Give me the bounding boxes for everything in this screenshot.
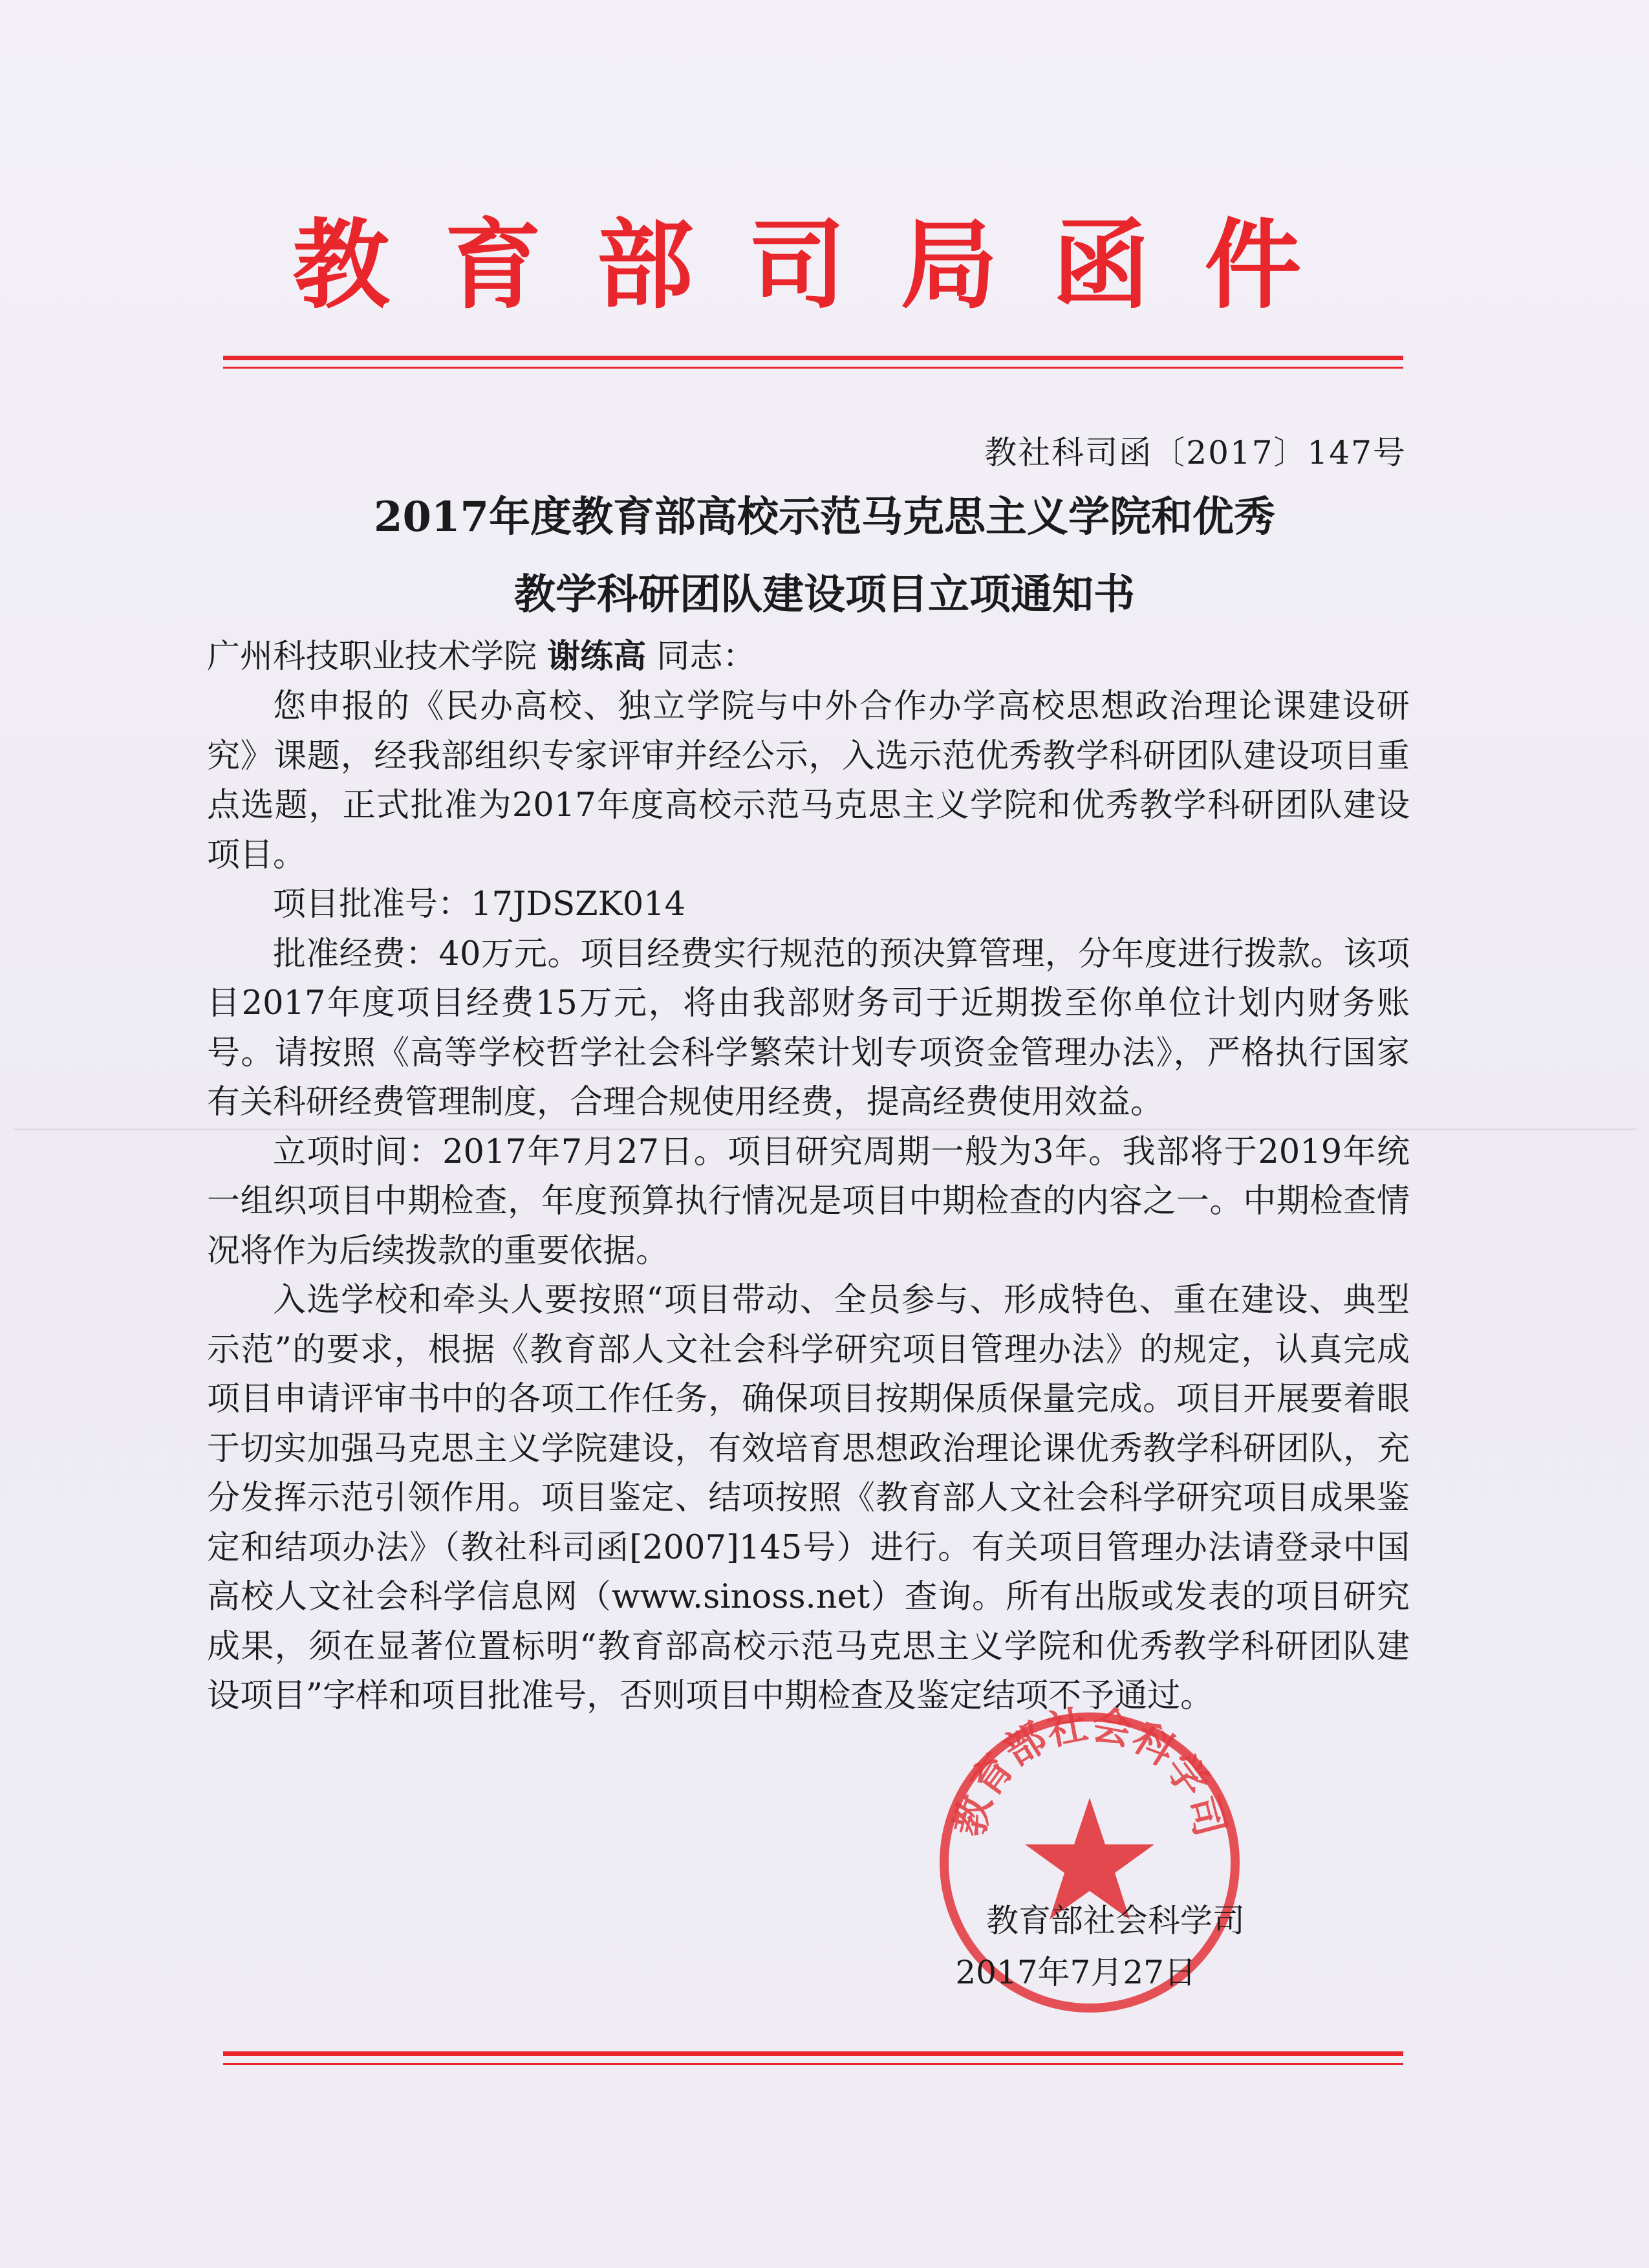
header-rule-thin [223, 367, 1403, 369]
masthead-title: 教育部司局函件 [292, 208, 1357, 322]
header-rule-thick [223, 356, 1403, 360]
issuer-name: 教育部社会科学司 [986, 1902, 1245, 1939]
paragraph-funding: 批准经费：40万元。项目经费实行规范的预决算管理，分年度进行拨款。该项目2017年度项目经费15万元，将由我部财务司于近期拨至你单位计划内财务账号。请按照《高等学校哲学社会科学繁荣计划专项资金管理办法》，严格执行国家有关科研经费管理制度，合理合规使用经费，提高经费使用效益。 [207, 934, 1410, 1121]
paragraph-approval-number: 项目批准号：17JDSZK014 [273, 885, 686, 923]
notice-title-line-1: 2017年度教育部高校示范马克思主义学院和优秀 [373, 493, 1276, 541]
notice-title-line-2: 教学科研团队建设项目立项通知书 [514, 570, 1135, 619]
paragraph-timeline: 立项时间：2017年7月27日。项目研究周期一般为3年。我部将于2019年统一组织项目中期检查，年度预算执行情况是项目中期检查的内容之一。中期检查情况将作为后续拨款的重要依据。 [207, 1132, 1410, 1270]
salutation-suffix: 同志： [656, 638, 756, 676]
salutation-name: 谢练高 [547, 637, 647, 676]
letter-body [207, 682, 1410, 1722]
paragraph-requirements: 入选学校和牵头人要按照“项目带动、全员参与、形成特色、重在建设、典型示范”的要求，根据《教育部人文社会科学研究项目管理办法》的规定，认真完成项目申请评审书中的各项工作任务，确保项目按期保质保量完成。项目开展要着眼于切实加强马克思主义学院建设，有效培育思想政治理论课优秀教学科研团队，充分发挥示范引领作用。项目鉴定、结项按照《教育部人文社会科学研究项目成果鉴定和结项办法》（教社科司函[2007]145号）进行。有关项目管理办法请登录中国高校人文社会科学信息网（www.sinoss.net）查询。所有出版或发表的项目研究成果，须在显著位置标明“教育部高校示范马克思主义学院和优秀教学科研团队建设项目”字样和项目批准号，否则项目中期检查及鉴定结项不予通过。 [207, 1281, 1410, 1715]
footer-rule-thick [223, 2051, 1403, 2056]
paragraph-application: 您申报的《民办高校、独立学院与中外合作办学高校思想政治理论课建设研究》课题，经我部组织专家评审并经公示，入选示范优秀教学科研团队建设项目重点选题，正式批准为2017年度高校示范马克思主义学院和优秀教学科研团队建设项目。 [207, 687, 1410, 874]
document-number: 教社科司函〔2017〕147号 [984, 434, 1406, 471]
issue-date: 2017年7月27日 [955, 1954, 1196, 1991]
svg-text:教育部社会科学司: 教育部社会科学司 [945, 1701, 1234, 1841]
footer-rule-thin [223, 2063, 1403, 2065]
salutation-institution: 广州科技职业技术学院 [207, 638, 537, 676]
salutation [207, 631, 755, 683]
